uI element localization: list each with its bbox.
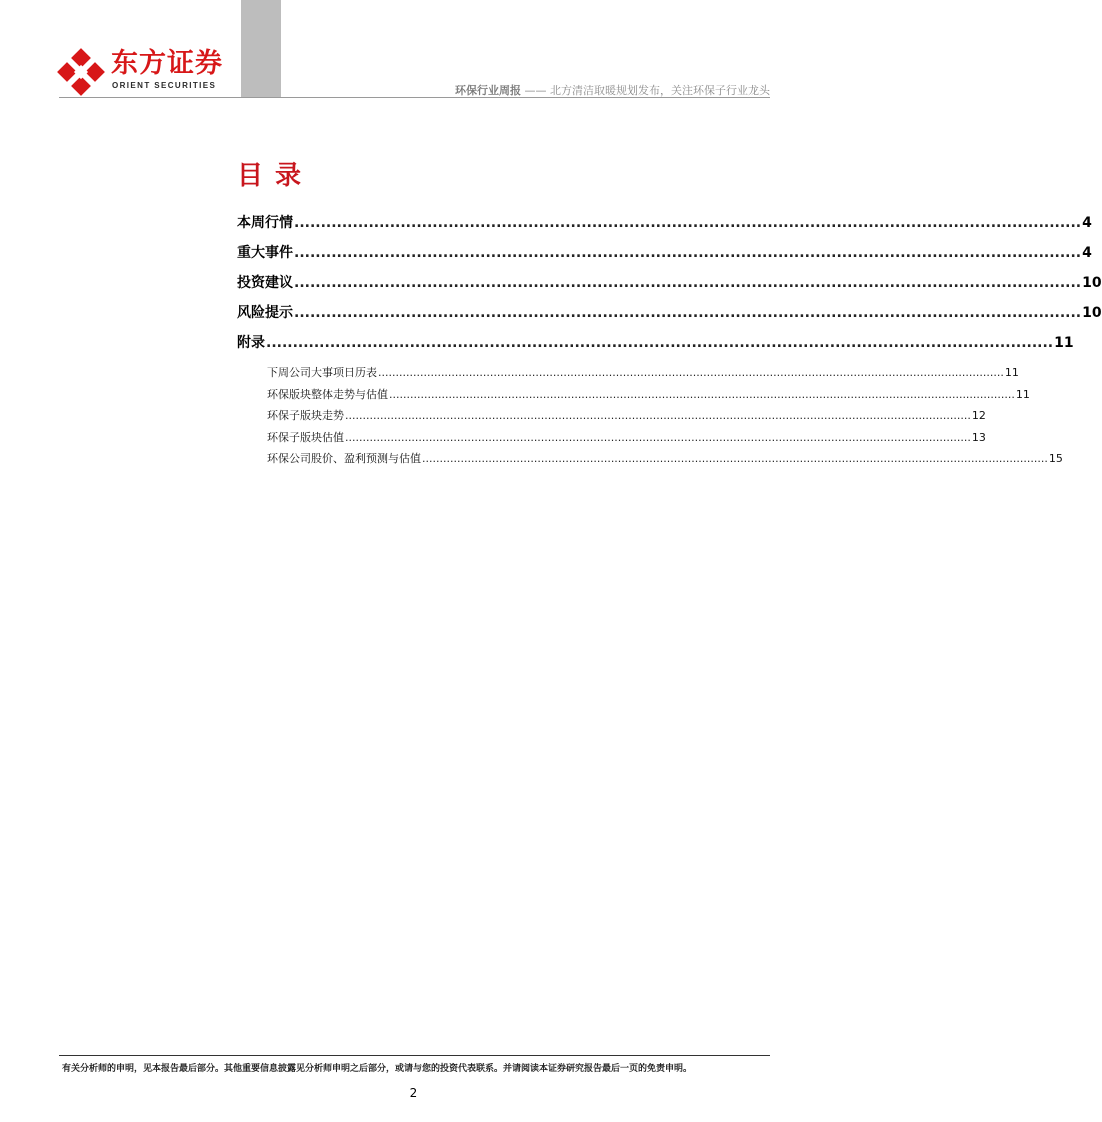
toc-entry-page: 4 [1082,215,1092,231]
toc-sub-entry-page: 12 [971,409,986,422]
toc-entry-page: 10 [1082,305,1102,321]
toc-sub-entry-label: 环保版块整体走势与估值 [267,387,388,401]
toc-sub-entry[interactable] [237,386,1030,408]
logo-english-name: ORIENT SECURITIES [112,81,217,90]
toc-leader-dots: ................................................................................................................................................................................... [389,387,1015,401]
toc-entry-label: 投资建议 [237,275,293,291]
toc-entry[interactable] [237,242,1092,272]
toc-entry-page: 4 [1082,245,1092,261]
header-separator: —— [524,84,547,97]
header-divider [59,97,770,98]
report-subtitle: 北方清洁取暖规划发布，关注环保子行业龙头 [550,84,770,97]
toc-sub-entry-page: 13 [971,430,986,444]
report-header-title [455,82,770,98]
table-of-contents [237,212,1102,472]
orient-logo-icon [59,50,103,94]
toc-leader-dots: ................................................................................................................................................................................... [345,430,971,444]
toc-leader-dots: ................................................................................................................................................................................... [378,366,1004,379]
toc-entry-label: 风险提示 [237,305,293,321]
report-type: 环保行业周报 [455,84,521,97]
toc-entry-label: 附录 [237,335,265,351]
toc-entry-label: 重大事件 [237,245,293,261]
toc-sub-entry-label: 环保子版块走势 [267,409,344,422]
toc-sub-entry-label: 环保公司股价、盈利预测与估值 [267,452,421,465]
toc-entry[interactable] [237,332,1074,362]
footer-disclaimer: 有关分析师的申明，见本报告最后部分。其他重要信息披露见分析师申明之后部分，或请与您的投资代表联系。并请阅读本证券研究报告最后一页的免责申明。 [62,1064,693,1074]
toc-entry[interactable] [237,212,1092,242]
toc-sub-entry-page: 11 [1015,387,1030,401]
toc-leader-dots: ................................................................................................................................................................................... [422,452,1048,465]
toc-sub-entry-label: 下周公司大事项日历表 [267,366,377,379]
toc-leader-dots: .................................................................................................................................................... [294,245,1082,261]
company-logo [59,48,223,94]
toc-leader-dots: .................................................................................................................................................... [294,305,1082,321]
logo-chinese-name: 东方证券 [111,48,223,79]
toc-entry-label: 本周行情 [237,215,293,231]
toc-sub-entry[interactable] [237,364,1019,386]
toc-sub-entry[interactable] [237,429,986,451]
toc-sub-entry-page: 11 [1004,366,1019,379]
page-number: 2 [409,1086,418,1100]
toc-leader-dots: .................................................................................................................................................... [266,335,1054,351]
footer-divider [59,1055,770,1056]
toc-title: 目录 [237,161,314,191]
toc-entry[interactable] [237,302,1102,332]
toc-leader-dots: ................................................................................................................................................................................... [345,409,971,422]
header-gray-tab [241,0,281,97]
toc-sub-entry[interactable] [237,450,1063,472]
toc-sub-entry-page: 15 [1048,452,1063,465]
toc-entry-page: 10 [1082,275,1102,291]
toc-sub-entry-label: 环保子版块估值 [267,430,344,444]
toc-leader-dots: .................................................................................................................................................... [294,215,1082,231]
toc-leader-dots: .................................................................................................................................................... [294,275,1082,291]
toc-sub-entry[interactable] [237,407,986,429]
toc-entry[interactable] [237,272,1102,302]
toc-entry-page: 11 [1054,335,1074,351]
